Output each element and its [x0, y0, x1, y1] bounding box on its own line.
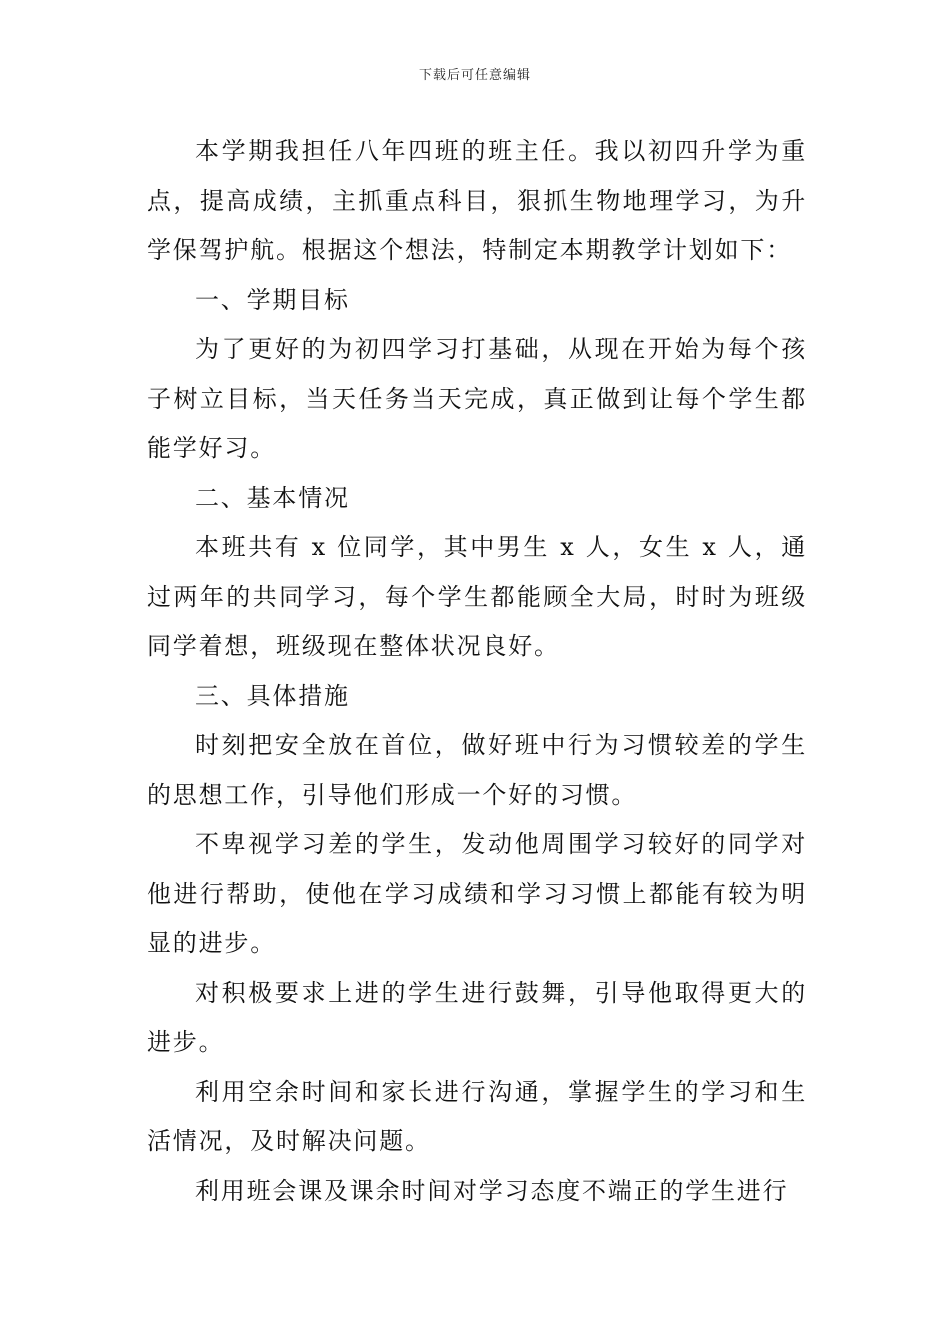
paragraph-measure-parents: 利用空余时间和家长进行沟通，掌握学生的学习和生活情况，及时解决问题。	[147, 1077, 807, 1155]
paragraph-measure-safety: 时刻把安全放在首位，做好班中行为习惯较差的学生的思想工作，引导他们形成一个好的习惯。	[147, 731, 807, 809]
heading-semester-goals: 一、学期目标	[195, 285, 350, 314]
document-body	[147, 127, 807, 1216]
paragraph-measure-class-meeting: 利用班会课及课余时间对学习态度不端正的学生进行	[195, 1176, 789, 1205]
page-header: 下载后可任意编辑	[418, 68, 531, 83]
heading-basic-situation: 二、基本情况	[195, 483, 350, 512]
paragraph-goals: 为了更好的为初四学习打基础，从现在开始为每个孩子树立目标，当天任务当天完成，真正做到让每个学生都能学好习。	[147, 335, 807, 462]
heading-measures: 三、具体措施	[195, 681, 350, 710]
paragraph-measure-help: 不卑视学习差的学生，发动他周围学习较好的同学对他进行帮助，使他在学习成绩和学习习惯上都能有较为明显的进步。	[147, 830, 807, 957]
paragraph-situation: 本班共有 x 位同学，其中男生 x 人，女生 x 人，通过两年的共同学习，每个学生都能顾全大局，时时为班级同学着想，班级现在整体状况良好。	[147, 533, 807, 660]
paragraph-intro: 本学期我担任八年四班的班主任。我以初四升学为重点，提高成绩，主抓重点科目，狠抓生物地理学习，为升学保驾护航。根据这个想法，特制定本期教学计划如下：	[147, 137, 807, 264]
paragraph-measure-encourage: 对积极要求上进的学生进行鼓舞，引导他取得更大的进步。	[147, 978, 807, 1056]
